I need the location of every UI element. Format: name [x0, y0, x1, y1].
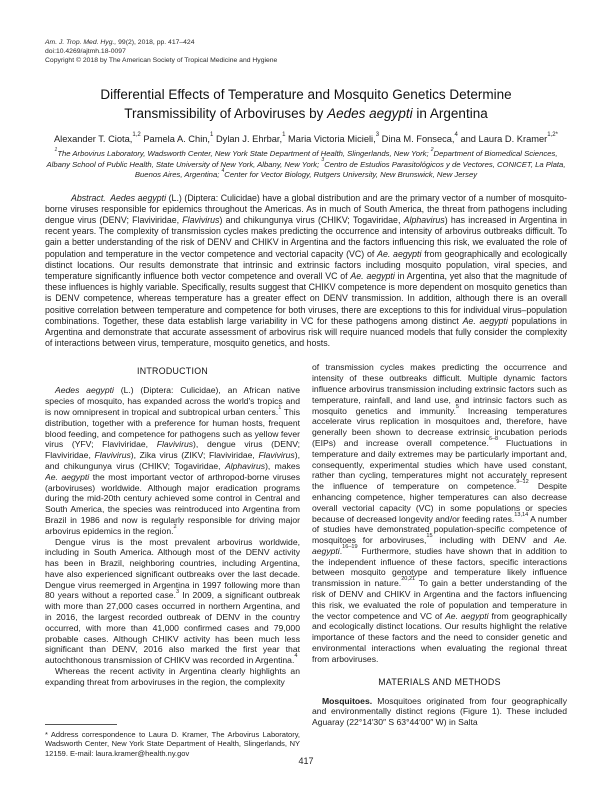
introduction-section [45, 362, 300, 687]
right-column [312, 362, 567, 760]
copyright-notice: Copyright © 2018 by The American Society of Tropical Medicine and Hygiene [45, 57, 278, 64]
section-heading-methods: MATERIALS AND METHODS [378, 676, 501, 687]
section-heading-introduction: INTRODUCTION [136, 366, 209, 377]
correspondence-footnote [45, 724, 300, 761]
methods-paragraph-1: Mosquitoes. Mosquitoes originated from four geographically and environmentally distinct regions (Figure 1). These included Aguaray (22°14′30″ S 63°44′00″ W) in Salta [312, 695, 567, 728]
two-column-body [45, 362, 567, 760]
correspondence-text: * Address correspondence to Laura D. Kramer, The Arbovirus Laboratory, Wadsworth Center, New York State Department of Health, Slingerlands, NY 12159. E-mail: laura.kramer@health.ny.gov [45, 729, 300, 758]
intro-paragraph-3: Whereas the recent activity in Argentina clearly highlights an expanding threat from arboviruses in the region, the complexity [45, 666, 300, 687]
affiliations: $^1$The Arbovirus Laboratory, Wadsworth Center, New York State Department of Health, Slingerlands, New York; $^2$Department of Biomedical Sciences, Albany School of Public Health, State University of New York, Albany, New York; $^3$Centro de Estudios Parasitológicos y de Vectores, CONICET, La Plata, Buenos Aires, Argentina; $^4$Center for Vector Biology, Rutgers University, New Brunswick, New Jersey [46, 146, 566, 179]
doi-line: doi:10.4269/ajtmh.18-0097 [45, 48, 126, 55]
paper-title: Differential Effects of Temperature and Mosquito Genetics Determine Transmissibility of Arboviruses by Aedes aegypti in Argentina [100, 87, 512, 121]
journal-citation: Am. J. Trop. Med. Hyg., 99(2), 2018, pp. 417–424 [45, 39, 195, 46]
left-column [45, 362, 300, 760]
abstract: Abstract. Aedes aegypti (L.) (Diptera: Culicidae) have a global distribution and are the primary vector of a number of mosquito-borne viruses responsible for epidemics throughout the Americas. As in much of South America, the threat from pathogens including dengue virus (DENV; Flaviviridae, Flavivirus) and chikungunya virus (CHIKV; Togaviridae, Alphavirus) has increased in Argentina in recent years. The complexity of transmission cycles makes predicting the occurrence and intensity of arbovirus outbreaks difficult. To gain a better understanding of the risk of DENV and CHIKV in Argentina and the factors influencing this risk, we evaluated the role of population and temperature in the vector competence and vectorial capacity (VC) of Ae. aegypti from geographically and ecologically distinct locations. Our results demonstrate that intrinsic and extrinsic factors including mosquito population, viral species, and temperature significantly influence both vector competence and overall VC of Ae. aegypti in Argentina, yet also that the magnitude of these influences is highly variable. Specifically, results suggest that CHIKV competence is more dependent on mosquito genetics than is DENV competence, whereas temperature has a greater effect on DENV transmission. In addition, although there is an overall positive correlation between temperature and competence for both viruses, there are exceptions to this for individual virus–population combinations. Together, these data establish large variability in VC for these pathogens among distinct Ae. aegypti populations in Argentina and demonstrate that accurate assessment of arbovirus risk will require nuanced models that fully consider the complexity of interactions between virus, temperature, mosquito genetics, and hosts. [45, 192, 568, 349]
page-number: 417 [298, 756, 314, 766]
journal-masthead [45, 38, 567, 65]
intro-paragraph-1: Aedes aegypti (L.) (Diptera: Culicidae), an African native species of mosquito, has expanded across the world's tropics and is now omnipresent in tropical and subtropical urban centers.$^1$ This distribution, together with a preference for human hosts, frequent blood feeding, and competence for pathogens such as yellow fever virus (YFV; Flaviviridae, Flavivirus), dengue virus (DENV; Flaviviridae, Flavivirus), Zika virus (ZIKV; Flaviviridae, Flavivirus), and chikungunya virus (CHIKV; Togaviridae, Alphavirus), makes Ae. aegypti the most important vector of arthropod-borne viruses (arboviruses) worldwide. Although major eradication programs during the mid-20th century achieved some control in Central and South America, the species was reintroduced into Argentina from Brazil in 1986 and now is regularly responsible for driving major arbovirus epidemics in the region.$^2$ [45, 385, 300, 536]
footnote-divider [45, 724, 117, 725]
authors-line: Alexander T. Ciota,$^{1,2}$ Pamela A. Chin,$^1$ Dylan J. Ehrbar,$^1$ Maria Victoria Micieli,$^3$ Dina M. Fonseca,$^4$ and Laura D. Kramer$^{1,2*}$ [53, 131, 559, 144]
intro-paragraph-3-continuation: of transmission cycles makes predicting the occurrence and intensity of these outbreaks difficult. Multiple dynamic factors influence arbovirus transmission including extrinsic factors such as temperature, rainfall, and land use, and intrinsic factors such as mosquito genetics and immunity.$^5$ Increasing temperatures accelerate virus replication in mosquitoes and, therefore, have generally been shown to decrease extrinsic incubation periods (EIPs) and increase overall competence.$^{6-8}$ Fluctuations in temperature and daily extremes may be particularly important and, consequently, experimental studies which have used constant, rather than cycling, temperatures might not accurately represent the influence of temperature on competence.$^{9-12}$ Despite enhancing competence, higher temperatures can also decrease overall vectorial capacity (VC) in some populations or species because of decreased longevity and/or feeding rates.$^{13,14}$ A number of studies have demonstrated population-specific competence of mosquitoes for arboviruses,$^{15}$ including with DENV and Ae. aegypti.$^{16-19}$ Furthermore, studies have shown that in addition to the independent influence of these factors, specific interactions between mosquito genotype and temperature likely influence transmission in nature.$^{20,21}$ To gain a better understanding of the risk of DENV and CHIKV in Argentina and the factors influencing this risk, we evaluated the role of population and temperature in the vector competence and VC of Ae. aegypti from geographically and ecologically distinct locations. Our results highlight the relative importance of these factors and the need to consider genetic and environmental interactions when evaluating the regional threat from arboviruses. [312, 362, 567, 664]
intro-paragraph-2: Dengue virus is the most prevalent arbovirus worldwide, including in South America. Although most of the DENV activity has been in Brazil, neighboring countries, including Argentina, have also experienced significant outbreaks over the last decade. Dengue virus reemerged in Argentina in 1997 following more than 80 years without a reported case.$^3$ In 2009, a significant outbreak with more than 27,000 cases occurred in northern Argentina, and in 2016, the largest recorded outbreak of DENV in the country occurred, with more than 41,000 confirmed cases and 79,000 probable cases. Although CHIKV activity has been much less significant than DENV, 2016 also marked the first year that autochthonous transmission of CHIKV was recorded in Argentina.$^4$ [45, 536, 300, 666]
